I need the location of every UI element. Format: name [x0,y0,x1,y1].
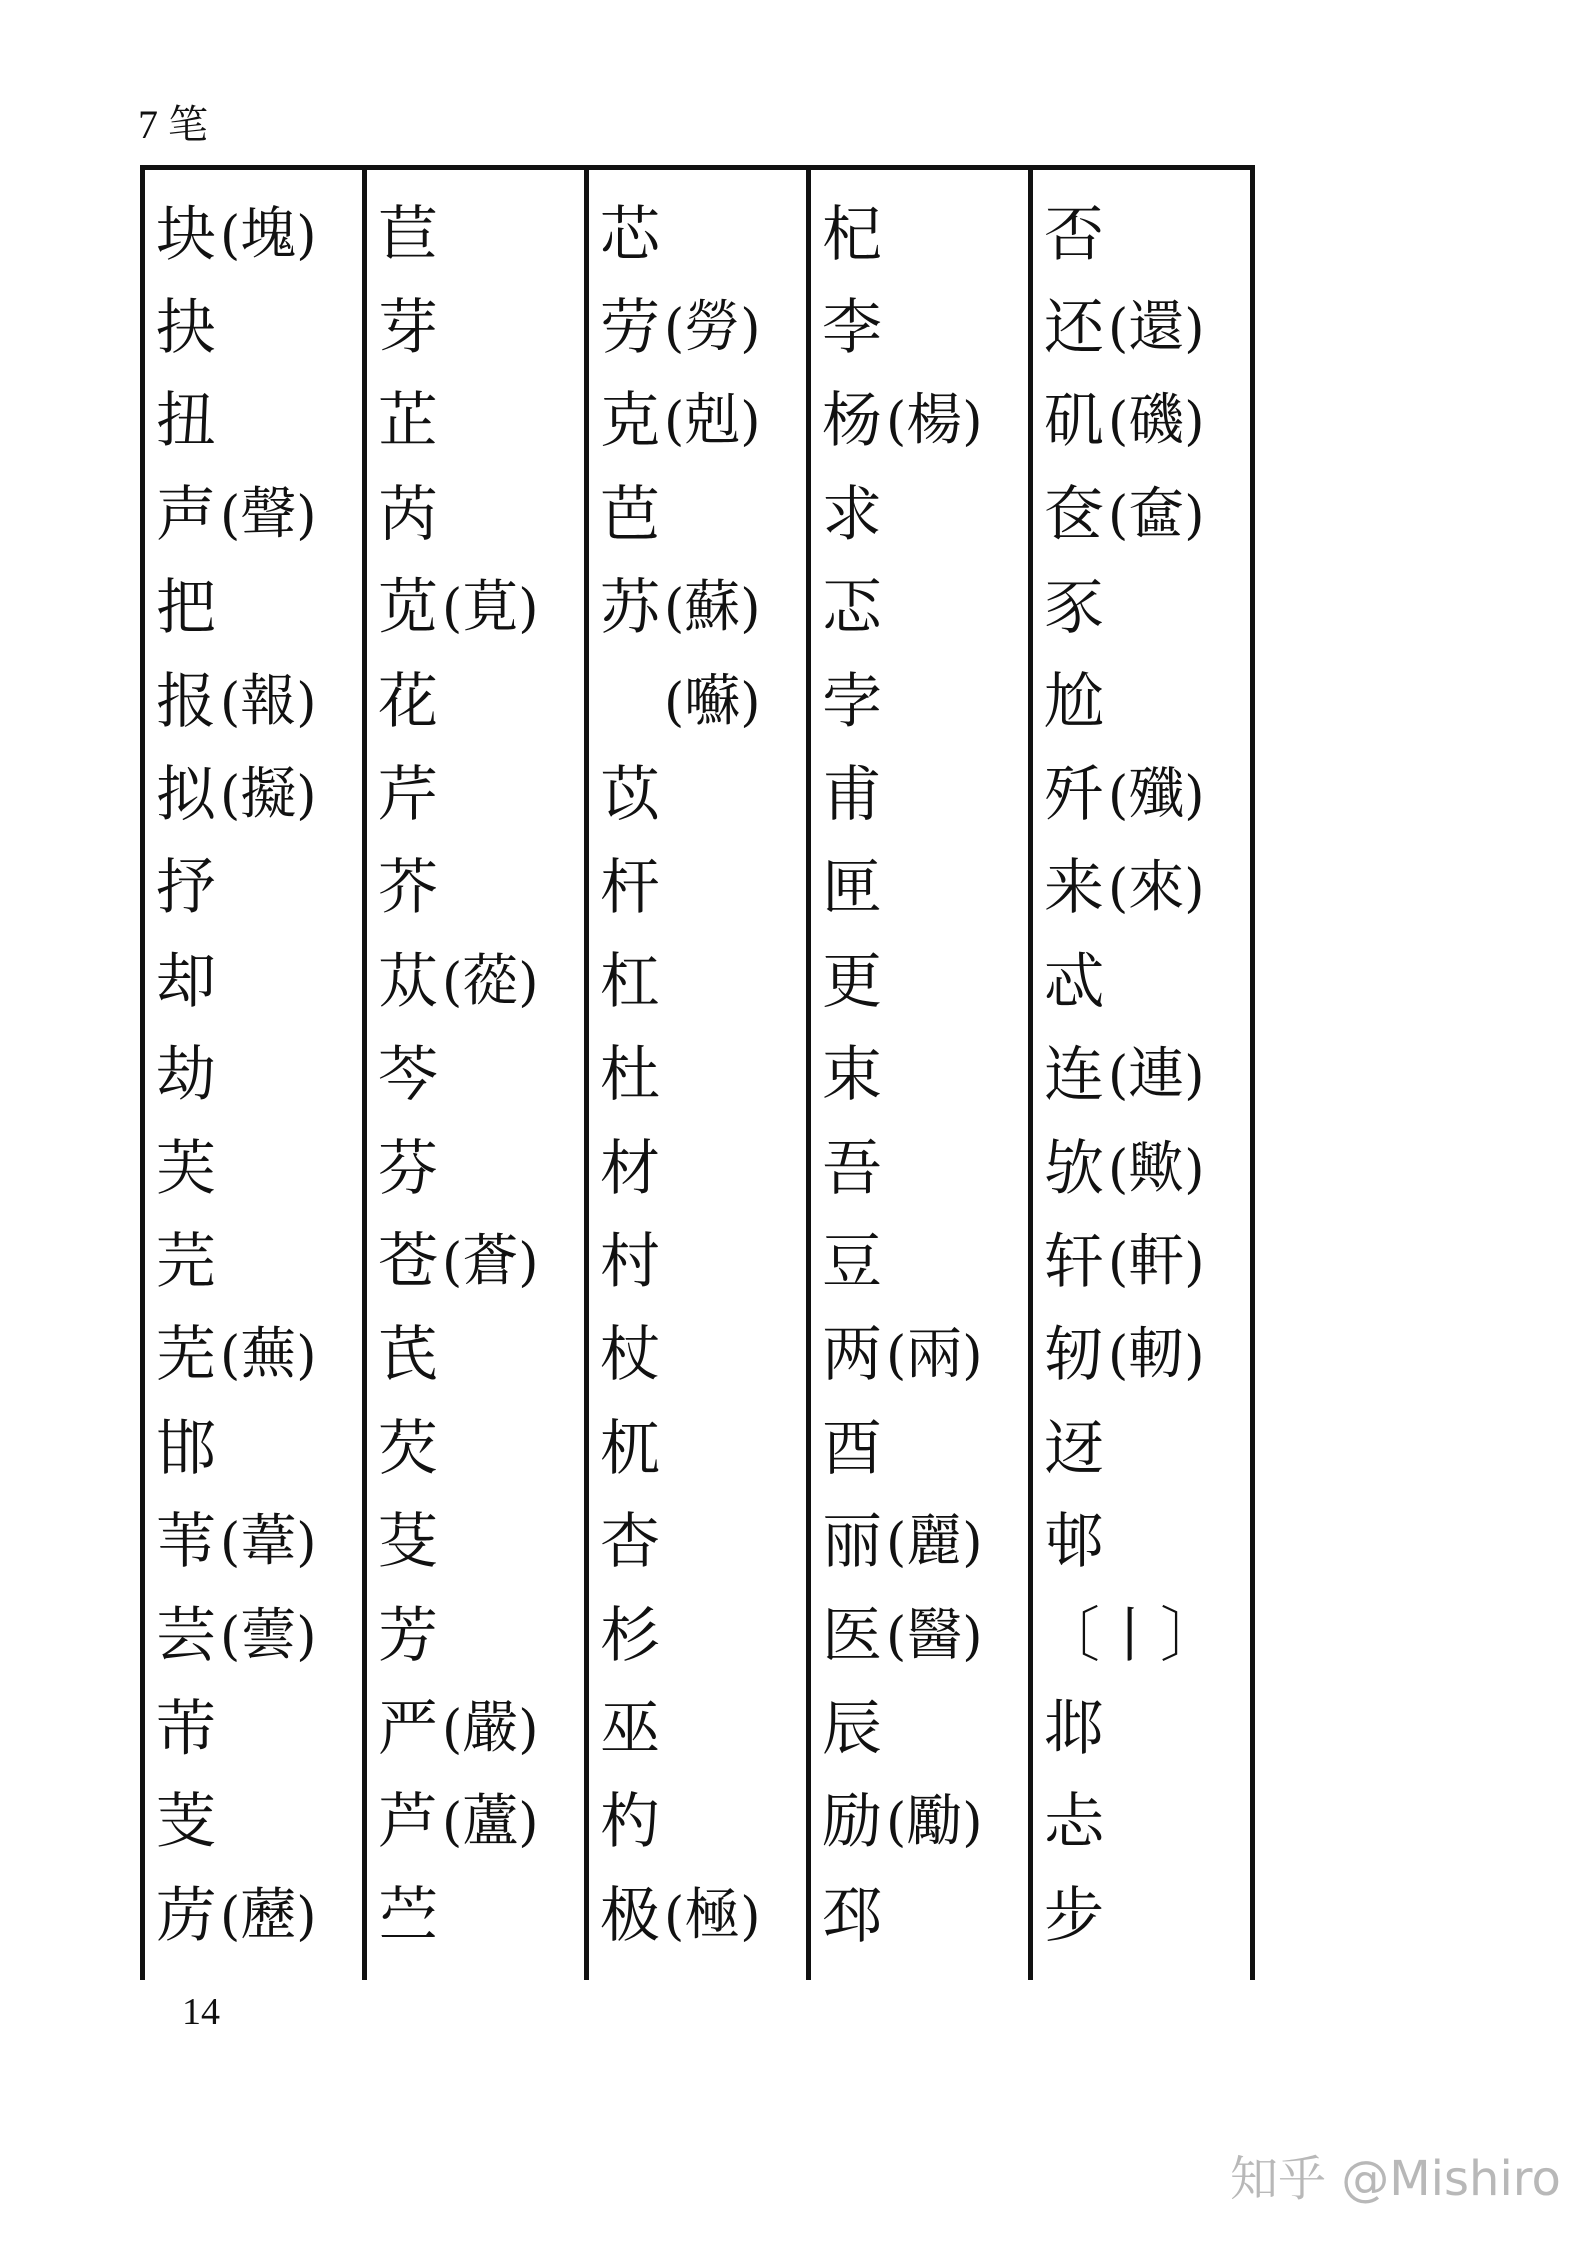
simplified-character: 来 [1044,853,1104,924]
traditional-character: ( 歟 ) [1108,1141,1205,1197]
table-row [374,375,596,468]
table-row [374,1869,596,1962]
traditional-character: ( 莧 ) [442,580,539,636]
simplified-character: 邶 [1044,1693,1104,1764]
traditional-character: ( 蓯 ) [442,954,539,1010]
simplified-character: 花 [378,666,438,737]
traditional-character: ( 蘆 ) [442,1794,539,1850]
table-row [1040,1495,1262,1588]
table-row [596,375,818,468]
simplified-character: 〔丨〕 [1040,1600,1220,1671]
simplified-character: 杌 [600,1413,660,1484]
simplified-character: 轫 [1044,1320,1104,1391]
table-row [152,1495,374,1588]
table-row [818,375,1040,468]
table-row [818,1682,1040,1775]
simplified-character: 芡 [378,1413,438,1484]
table-row [152,1682,374,1775]
table-row [596,842,818,935]
simplified-character: 杞 [822,199,882,270]
traditional-character: ( 勵 ) [886,1794,983,1850]
simplified-character: 报 [156,666,216,737]
traditional-character: ( 軔 ) [1108,1327,1205,1383]
simplified-character: 更 [822,946,882,1017]
simplified-character: 邨 [1044,1507,1104,1578]
table-row [818,1122,1040,1215]
table-row [818,655,1040,748]
traditional-character: ( 醫 ) [886,1608,983,1664]
table-row [596,1029,818,1122]
table-row [596,1589,818,1682]
table-column-4 [818,188,1040,1962]
simplified-character: 芦 [378,1787,438,1858]
simplified-character: 连 [1044,1040,1104,1111]
traditional-character: ( 嚴 ) [442,1701,539,1757]
traditional-character: ( 剋 ) [664,393,761,449]
table-row [818,1495,1040,1588]
simplified-character: 芯 [600,199,660,270]
table-row [152,1122,374,1215]
simplified-character: 苣 [378,199,438,270]
simplified-character: 励 [822,1787,882,1858]
simplified-character: 苁 [378,946,438,1017]
simplified-character: 迓 [1044,1413,1104,1484]
simplified-character: 否 [1044,199,1104,270]
table-row [374,281,596,374]
simplified-character: 邳 [822,1880,882,1951]
traditional-character: ( 蕪 ) [220,1327,317,1383]
character-table [140,165,1255,1975]
simplified-character: 豆 [822,1226,882,1297]
table-row [596,1122,818,1215]
traditional-character: ( 軒 ) [1108,1234,1205,1290]
simplified-character: 苍 [378,1226,438,1297]
table-row [596,748,818,841]
simplified-character: 抉 [156,293,216,364]
simplified-character: 芸 [156,1600,216,1671]
table-row [374,1029,596,1122]
simplified-character: 杓 [600,1787,660,1858]
simplified-character: 丽 [822,1507,882,1578]
traditional-character: ( 囌 ) [664,674,761,730]
simplified-character: 杨 [822,386,882,457]
table-row [152,655,374,748]
simplified-character: 甫 [822,760,882,831]
simplified-character: 苎 [378,1880,438,1951]
table-row [152,842,374,935]
table-row [818,1215,1040,1308]
table-row [374,842,596,935]
table-row [596,468,818,561]
simplified-character: 还 [1044,293,1104,364]
table-row [152,281,374,374]
simplified-character: 李 [822,293,882,364]
simplified-character: 杠 [600,946,660,1017]
table-row [596,1495,818,1588]
table-row [374,1402,596,1495]
simplified-character: 医 [822,1600,882,1671]
simplified-character: 苋 [378,573,438,644]
table-row [374,935,596,1028]
table-row [818,562,1040,655]
table-row [596,188,818,281]
traditional-character: ( 奩 ) [1108,487,1205,543]
traditional-character: ( 蒼 ) [442,1234,539,1290]
traditional-character: ( 極 ) [664,1888,761,1944]
simplified-character: 忑 [822,573,882,644]
table-row [1040,188,1262,281]
traditional-character: ( 葦 ) [220,1514,317,1570]
table-row [152,1869,374,1962]
stroke-count-heading: 7 笔 [138,102,208,147]
simplified-character: 抒 [156,853,216,924]
simplified-character: 欤 [1044,1133,1104,1204]
traditional-character: ( 蕓 ) [220,1608,317,1664]
simplified-character: 芪 [378,1320,438,1391]
simplified-character: 孛 [822,666,882,737]
simplified-character: 芜 [156,1320,216,1391]
simplified-character: 忐 [1044,1787,1104,1858]
table-row [152,375,374,468]
table-row [152,935,374,1028]
table-row [374,1776,596,1869]
simplified-character: 芳 [378,1600,438,1671]
traditional-character: ( 塊 ) [220,207,317,263]
traditional-character: ( 殲 ) [1108,767,1205,823]
table-row [596,1776,818,1869]
table-row [1040,375,1262,468]
table-row [1040,1869,1262,1962]
table-row [152,748,374,841]
table-row [1040,1402,1262,1495]
traditional-character: ( 磯 ) [1108,393,1205,449]
simplified-character: 杆 [600,853,660,924]
table-row [818,1869,1040,1962]
table-row [152,188,374,281]
table-row [1040,1589,1262,1682]
table-row [152,1402,374,1495]
simplified-character: 歼 [1044,760,1104,831]
table-row [818,748,1040,841]
table-row [1040,1122,1262,1215]
simplified-character: 矶 [1044,386,1104,457]
table-row [152,1589,374,1682]
simplified-character: 块 [156,199,216,270]
traditional-character: ( 擬 ) [220,767,317,823]
traditional-character: ( 報 ) [220,674,317,730]
table-row [374,468,596,561]
table-row [596,281,818,374]
table-row [596,1309,818,1402]
simplified-character: 村 [600,1226,660,1297]
table-column-5 [1040,188,1262,1962]
simplified-character: 杉 [600,1600,660,1671]
table-row [152,562,374,655]
table-row [374,1495,596,1588]
table-row [1040,1029,1262,1122]
table-row [374,1122,596,1215]
table-row [818,468,1040,561]
table-row [1040,842,1262,935]
table-row [1040,1682,1262,1775]
table-row [1040,1215,1262,1308]
simplified-character: 芬 [378,1133,438,1204]
table-row [374,562,596,655]
simplified-character: 芟 [378,1507,438,1578]
simplified-character: 芽 [378,293,438,364]
simplified-character: 巫 [600,1693,660,1764]
table-row [374,655,596,748]
traditional-character: ( 連 ) [1108,1047,1205,1103]
table-row [1040,562,1262,655]
table-row [1040,281,1262,374]
table-row [1040,1309,1262,1402]
table-column-2 [374,188,596,1962]
simplified-character: 芙 [156,1133,216,1204]
simplified-character: 克 [600,386,660,457]
simplified-character: 苇 [156,1507,216,1578]
table-row [374,1682,596,1775]
traditional-character: ( 麗 ) [886,1514,983,1570]
simplified-character: 酉 [822,1413,882,1484]
table-row [596,1869,818,1962]
traditional-character: ( 兩 ) [886,1327,983,1383]
traditional-character: ( 聲 ) [220,487,317,543]
table-row [818,188,1040,281]
simplified-character: 苈 [156,1880,216,1951]
table-row [818,1029,1040,1122]
column-rule [140,170,145,1980]
simplified-character: 扭 [156,386,216,457]
simplified-character: 杖 [600,1320,660,1391]
table-row [596,1402,818,1495]
simplified-character: 尬 [1044,666,1104,737]
table-row [818,1589,1040,1682]
table-row [374,188,596,281]
simplified-character: 芮 [378,479,438,550]
table-row [374,748,596,841]
table-row [818,281,1040,374]
table-row [818,1402,1040,1495]
table-row [596,1682,818,1775]
simplified-character: 苡 [600,760,660,831]
watermark: 知乎 @Mishiro [1230,2151,1561,2207]
simplified-character: 轩 [1044,1226,1104,1297]
page-number: 14 [182,1991,220,2033]
traditional-character: ( 來 ) [1108,860,1205,916]
traditional-character: ( 楊 ) [886,393,983,449]
simplified-character: 芭 [600,479,660,550]
simplified-character: 奁 [1044,479,1104,550]
table-row [596,562,818,655]
simplified-character: 邯 [156,1413,216,1484]
simplified-character: 芫 [156,1226,216,1297]
table-row [818,842,1040,935]
simplified-character: 吾 [822,1133,882,1204]
simplified-character: 芩 [378,1040,438,1111]
table-row [152,1309,374,1402]
table-row [1040,468,1262,561]
simplified-character: 杜 [600,1040,660,1111]
traditional-character: ( 藶 ) [220,1888,317,1944]
table-row [152,1776,374,1869]
table-row [596,655,818,748]
simplified-character: 忒 [1044,946,1104,1017]
table-row [1040,748,1262,841]
table-row [374,1309,596,1402]
table-column-3 [596,188,818,1962]
simplified-character: 杏 [600,1507,660,1578]
simplified-character: 匣 [822,853,882,924]
table-row [374,1589,596,1682]
simplified-character: 芰 [156,1787,216,1858]
simplified-character: 拟 [156,760,216,831]
simplified-character: 苏 [600,573,660,644]
traditional-character: ( 蘇 ) [664,580,761,636]
table-row [818,935,1040,1028]
simplified-character: 把 [156,573,216,644]
simplified-character: 两 [822,1320,882,1391]
traditional-character: ( 勞 ) [664,300,761,356]
simplified-character: 芥 [378,853,438,924]
simplified-character: 芷 [378,386,438,457]
simplified-character: 极 [600,1880,660,1951]
simplified-character: 劳 [600,293,660,364]
table-row [596,1215,818,1308]
simplified-character: 豕 [1044,573,1104,644]
table-row [374,1215,596,1308]
traditional-character: ( 還 ) [1108,300,1205,356]
simplified-character: 辰 [822,1693,882,1764]
simplified-character: 却 [156,946,216,1017]
table-row [152,1029,374,1122]
simplified-character: 求 [822,479,882,550]
table-row [596,935,818,1028]
simplified-character: 材 [600,1133,660,1204]
simplified-character: 声 [156,479,216,550]
table-row [152,468,374,561]
table-column-1 [152,188,374,1962]
table-row [1040,655,1262,748]
table-row [1040,1776,1262,1869]
simplified-character: 束 [822,1040,882,1111]
simplified-character: 芹 [378,760,438,831]
table-row [1040,935,1262,1028]
simplified-character: 步 [1044,1880,1104,1951]
simplified-character: 严 [378,1693,438,1764]
table-row [818,1776,1040,1869]
simplified-character: 劫 [156,1040,216,1111]
table-row [152,1215,374,1308]
simplified-character: 芾 [156,1693,216,1764]
table-row [818,1309,1040,1402]
